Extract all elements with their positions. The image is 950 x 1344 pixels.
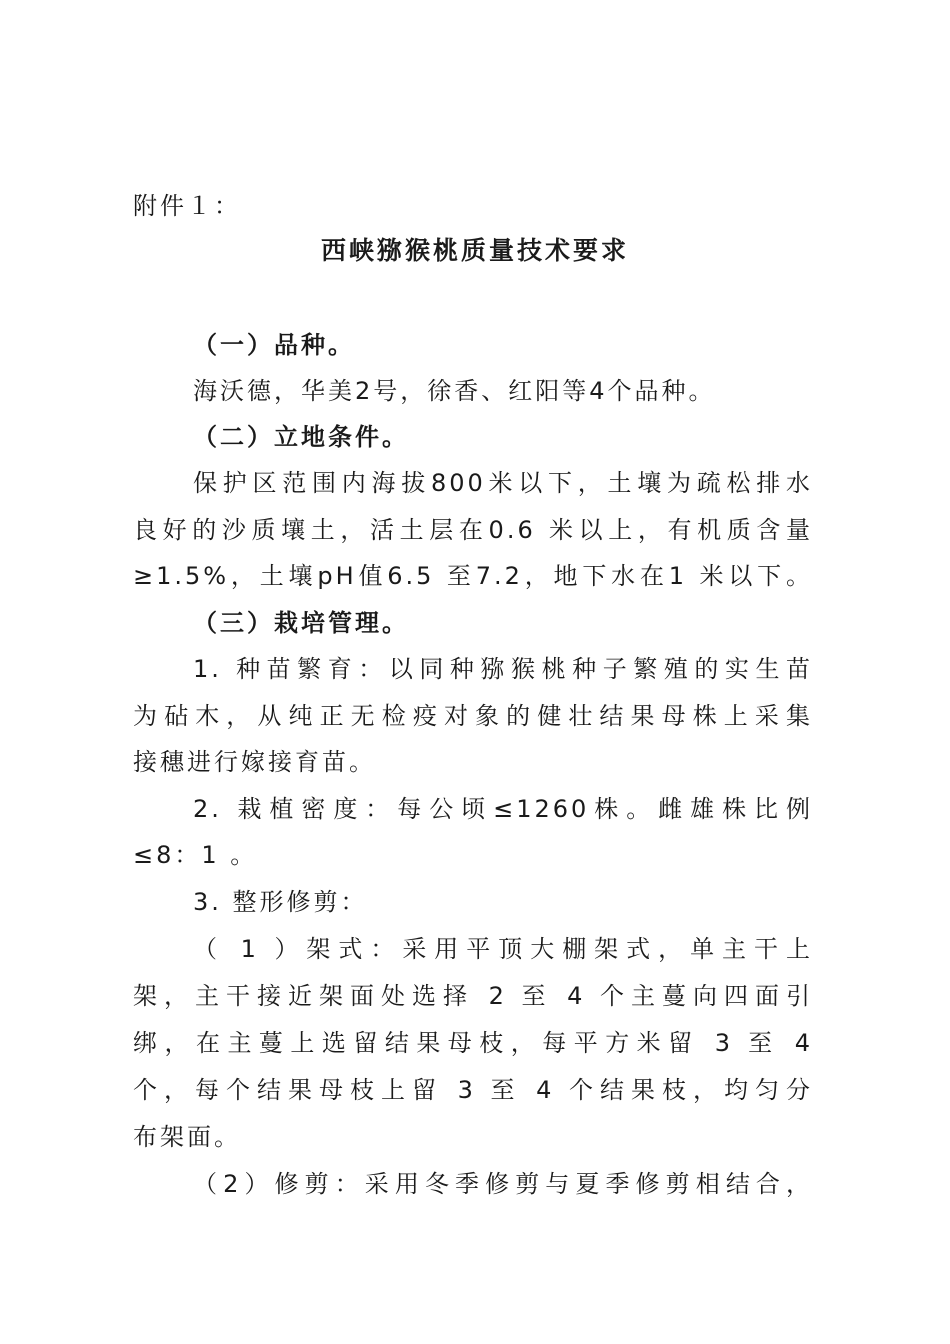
- paragraph-line: 1. 种苗繁育：以同种猕猴桃种子繁殖的实生苗: [193, 655, 813, 683]
- paragraph-line: 海沃德，华美2号，徐香、红阳等4个品种。: [193, 377, 716, 405]
- paragraph-line: 绑，在主蔓上选留结果母枝，每平方米留 3 至 4: [133, 1029, 813, 1057]
- paragraph-line: 保护区范围内海拔800米以下，土壤为疏松排水: [193, 469, 813, 497]
- paragraph-line: 3. 整形修剪：: [193, 888, 368, 916]
- attachment-label: 附件１：: [133, 192, 241, 220]
- document-title: 西峡猕猴桃质量技术要求: [320, 236, 629, 265]
- paragraph-line: 接穗进行嫁接育苗。: [133, 748, 376, 776]
- paragraph-line: 个，每个结果母枝上留 3 至 4 个结果枝，均匀分: [133, 1076, 813, 1104]
- paragraph-line: 为砧木，从纯正无检疫对象的健壮结果母株上采集: [133, 702, 813, 730]
- paragraph-line: ≤8：1 。: [133, 841, 258, 869]
- paragraph-line: 2. 栽植密度：每公顷≤1260株。雌雄株比例: [193, 795, 813, 823]
- section-heading-varieties: （一）品种。: [193, 331, 355, 359]
- paragraph-line: ≥1.5%，土壤pH值6.5 至7.2，地下水在1 米以下。: [133, 562, 813, 590]
- section-heading-cultivation: （三）栽培管理。: [193, 609, 409, 637]
- paragraph-line: （ 1 ）架式：采用平顶大棚架式，单主干上: [193, 935, 813, 963]
- paragraph-line: 布架面。: [133, 1123, 241, 1151]
- paragraph-line: 良好的沙质壤土，活土层在0.6 米以上，有机质含量: [133, 516, 813, 544]
- paragraph-line: 架，主干接近架面处选择 2 至 4 个主蔓向四面引: [133, 982, 813, 1010]
- paragraph-line: （2）修剪：采用冬季修剪与夏季修剪相结合，: [193, 1170, 813, 1198]
- section-heading-site-conditions: （二）立地条件。: [193, 423, 409, 451]
